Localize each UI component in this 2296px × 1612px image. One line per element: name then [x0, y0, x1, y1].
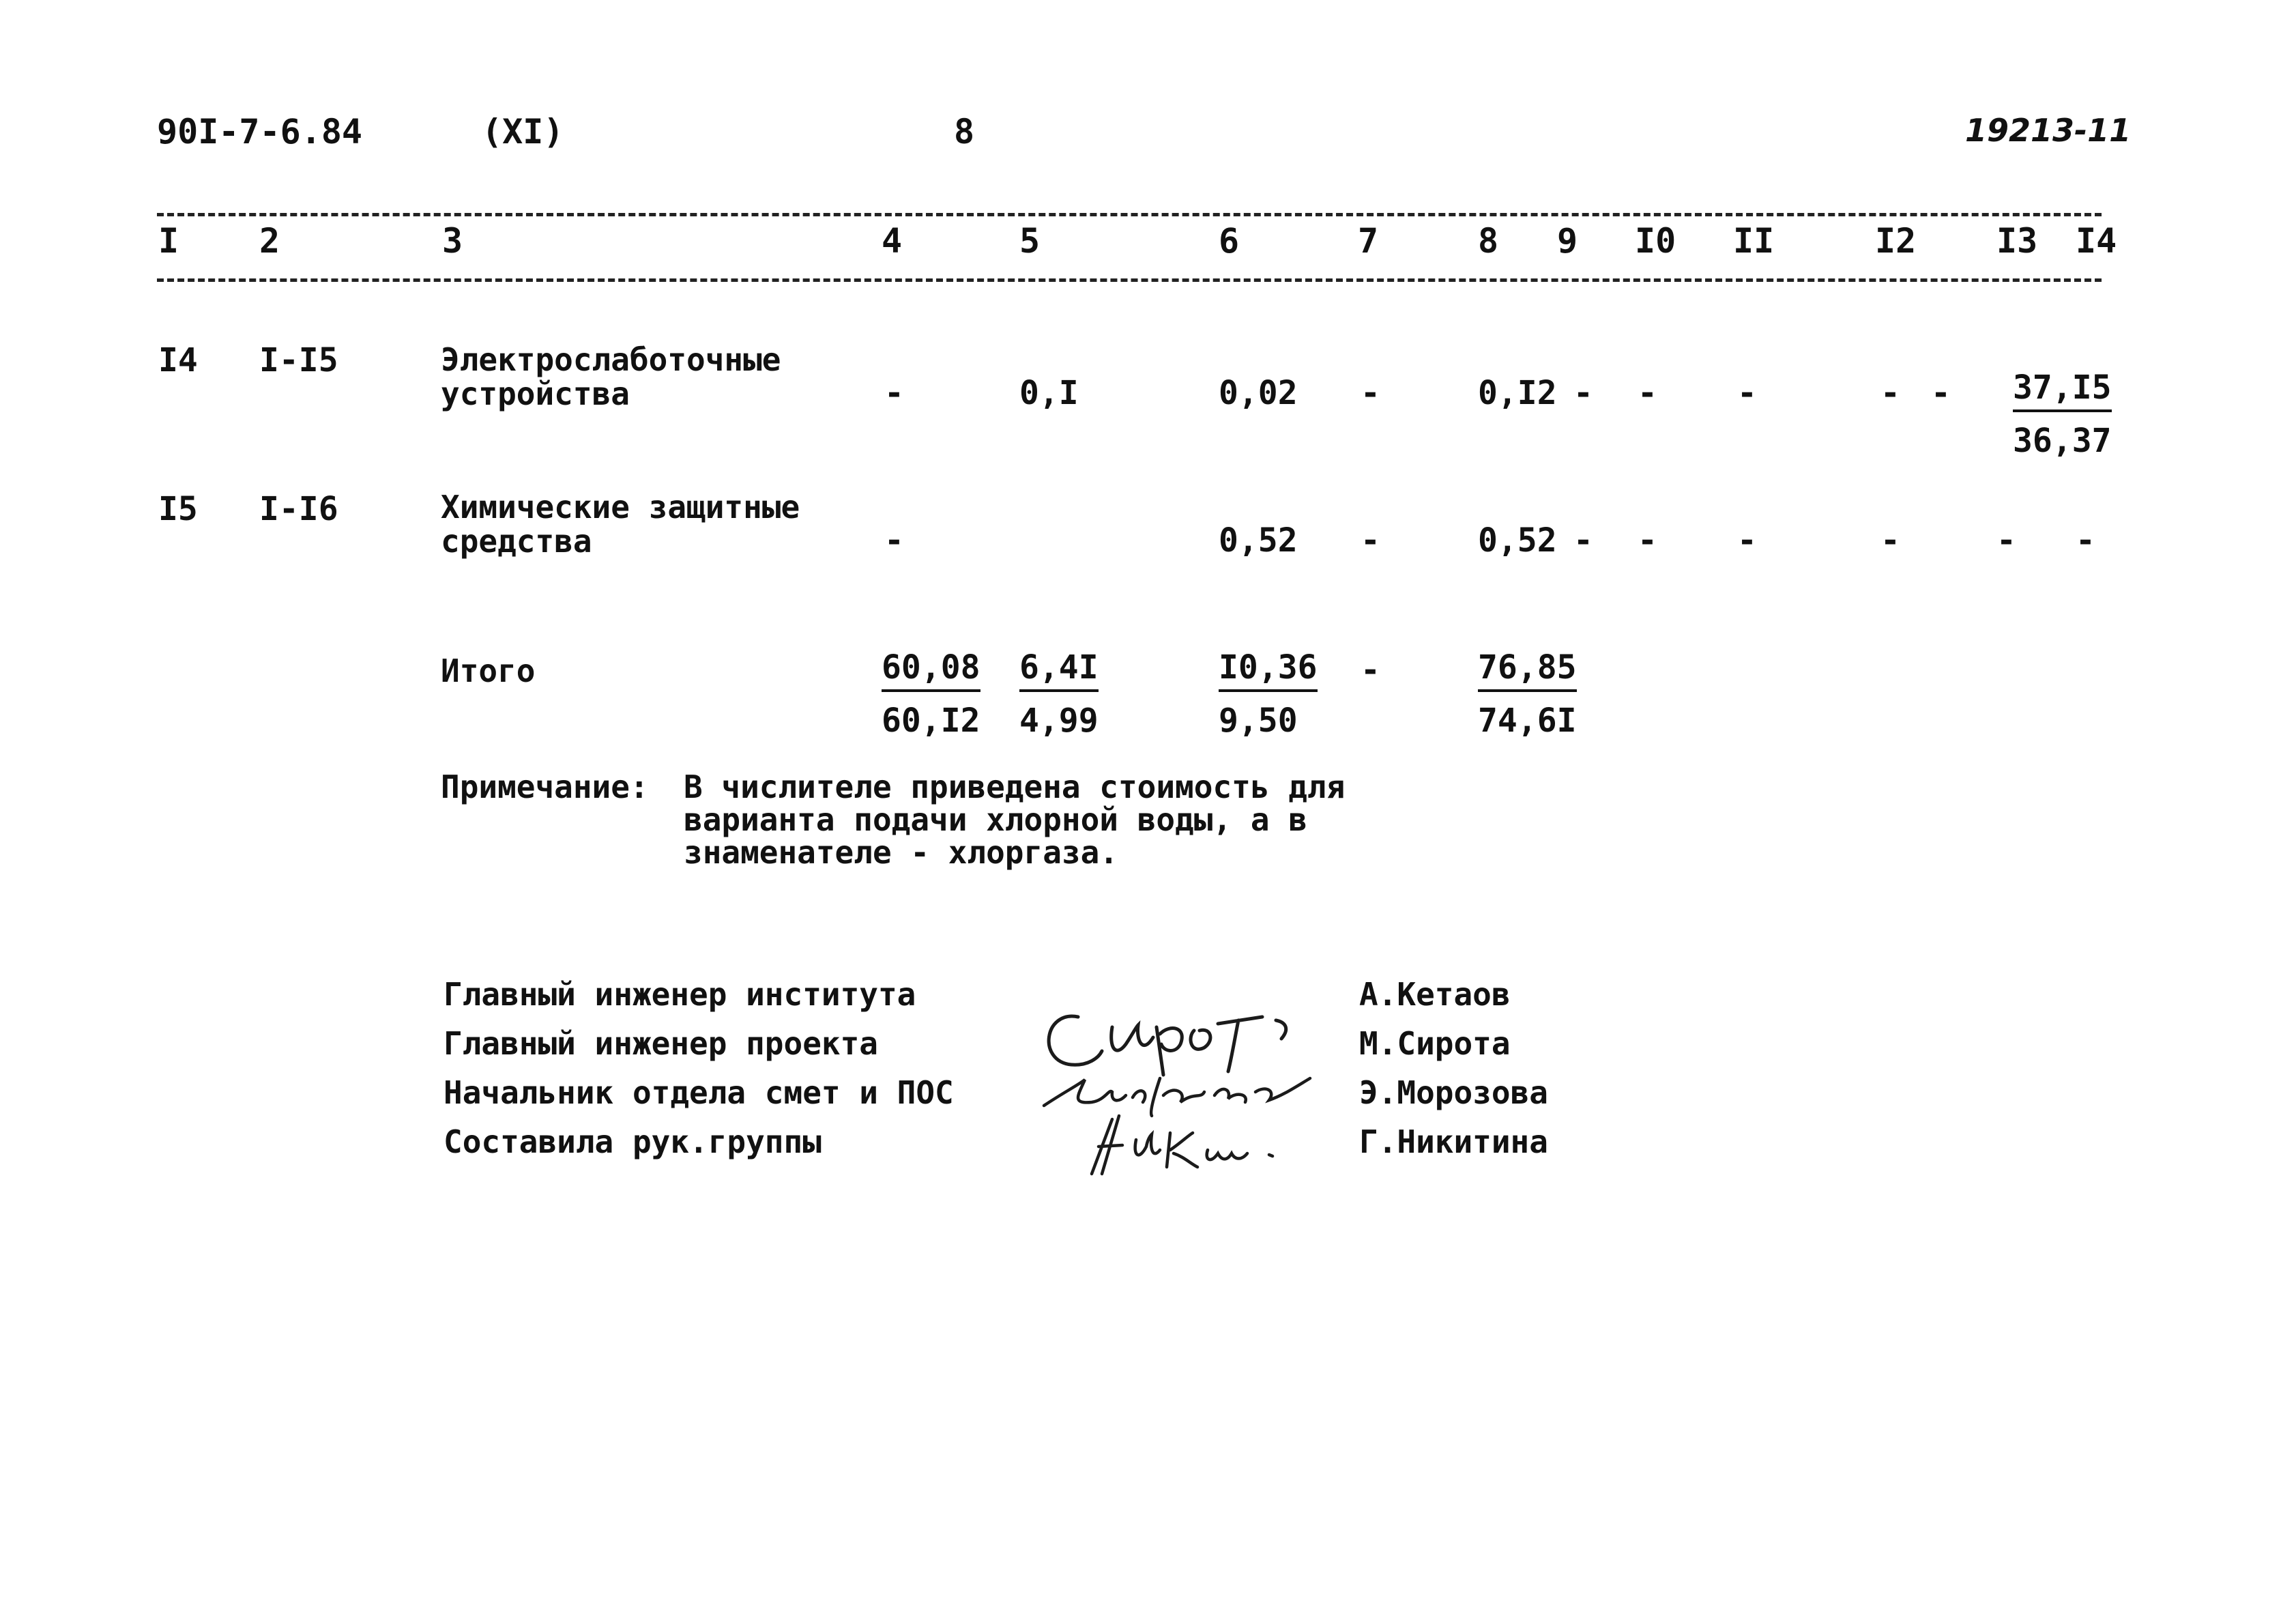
col-header-2: 2 [259, 221, 280, 261]
note-line2: варианта подачи хлорной воды, а в [684, 801, 1307, 838]
archive-number: 19213-11 [1965, 112, 2132, 149]
cell-col11: - [1737, 374, 1757, 412]
cell-col11: - [1737, 521, 1757, 560]
header-top-rule [157, 213, 2102, 216]
denominator: 4,99 [1019, 702, 1099, 740]
col-header-14: I4 [2076, 221, 2117, 261]
col-header-4: 4 [882, 221, 903, 261]
denominator: 74,6I [1478, 702, 1577, 740]
denominator: 9,50 [1219, 702, 1298, 740]
signature-role: Главный инженер института [444, 976, 916, 1013]
cell-col8: 0,I2 [1478, 374, 1557, 412]
col-header-1: I [158, 221, 179, 261]
col-header-5: 5 [1019, 221, 1041, 261]
numerator: 76,85 [1478, 648, 1577, 692]
doc-code: 90I-7-6.84 [157, 112, 363, 152]
signer-name: Г.Никитина [1359, 1123, 1548, 1160]
signature-role: Составила рук.группы [444, 1123, 822, 1160]
total-col5-fraction [1019, 648, 1099, 740]
col-header-7: 7 [1358, 221, 1379, 261]
cell-col13: - [1996, 521, 2016, 560]
cell-col7: - [1361, 521, 1380, 560]
col-header-10: I0 [1635, 221, 1676, 261]
signature-role: Начальник отдела смет и ПОС [444, 1074, 954, 1111]
row-reference: I-I6 [259, 490, 338, 528]
cell-col14: - [2076, 521, 2095, 560]
numerator: 6,4I [1019, 648, 1099, 692]
cell-col14-fraction [2013, 369, 2112, 460]
col-header-9: 9 [1557, 221, 1578, 261]
numerator: 37,I5 [2013, 369, 2112, 412]
numerator: I0,36 [1219, 648, 1318, 692]
row-name-line2: устройства [441, 375, 630, 412]
cell-col8: 0,52 [1478, 521, 1557, 560]
col-header-13: I3 [1996, 221, 2038, 261]
signer-name: А.Кетаов [1359, 976, 1511, 1013]
header-bottom-rule [157, 278, 2102, 282]
col-header-3: 3 [442, 221, 463, 261]
cell-col4: - [884, 374, 904, 412]
note-line3: знаменателе - хлоргаза. [684, 834, 1118, 871]
col-header-6: 6 [1219, 221, 1240, 261]
note-line1: В числителе приведена стоимость для [684, 768, 1346, 805]
cell-col10: - [1638, 374, 1657, 412]
col-header-8: 8 [1478, 221, 1499, 261]
total-col4-fraction [882, 648, 980, 740]
denominator: 60,I2 [882, 702, 980, 740]
cell-col6: 0,52 [1219, 521, 1298, 560]
handwritten-signature-nikitina [1071, 1106, 1296, 1181]
cell-col9: - [1573, 521, 1593, 560]
cell-col7: - [1361, 374, 1380, 412]
row-number: I5 [158, 490, 198, 528]
row-number: I4 [158, 341, 198, 379]
cell-col4: - [884, 521, 904, 560]
denominator: 36,37 [2013, 422, 2112, 460]
signer-name: М.Сирота [1359, 1025, 1511, 1062]
total-col7: - [1361, 651, 1380, 689]
col-header-12: I2 [1875, 221, 1917, 261]
col-header-11: II [1733, 221, 1775, 261]
row-reference: I-I5 [259, 341, 338, 379]
cell-col12a: - [1880, 374, 1900, 412]
row-name-line1: Электрослаботочные [441, 341, 781, 378]
cell-col6: 0,02 [1219, 374, 1298, 412]
cell-col10: - [1638, 521, 1657, 560]
numerator: 60,08 [882, 648, 980, 692]
total-label: Итого [441, 652, 536, 689]
cell-col5: 0,I [1019, 374, 1079, 412]
note-label: Примечание: [441, 768, 649, 805]
total-col6-fraction [1219, 648, 1318, 740]
cell-col12: - [1880, 521, 1900, 560]
signer-name: Э.Морозова [1359, 1074, 1548, 1111]
signature-role: Главный инженер проекта [444, 1025, 878, 1062]
row-name-line2: средства [441, 523, 592, 560]
cell-col12b: - [1931, 374, 1951, 412]
page-number: 8 [954, 112, 975, 152]
total-col8-fraction [1478, 648, 1577, 740]
cell-col9: - [1573, 374, 1593, 412]
row-name-line1: Химические защитные [441, 489, 800, 526]
album-number: (XI) [482, 112, 564, 152]
